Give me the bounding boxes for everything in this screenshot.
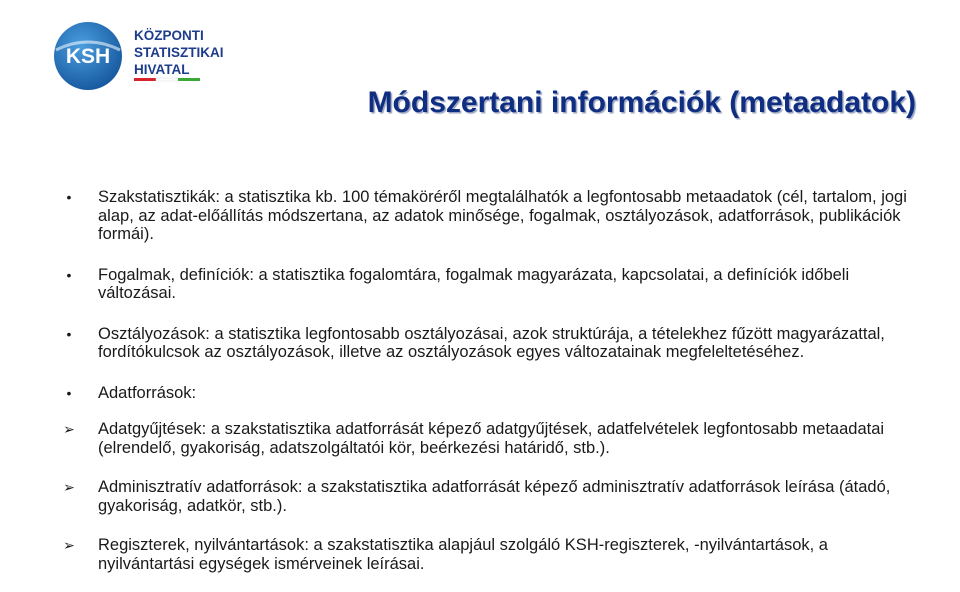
logo-flag-green-icon [178,78,200,81]
arrow-bullet-icon: ➢ [63,537,75,553]
list-item [58,266,918,303]
arrow-bullet-icon: ➢ [63,479,75,495]
ksh-logo-graphic [50,20,240,92]
logo-line-1: KÖZPONTI [134,28,204,43]
list-item [58,188,918,244]
list-item [58,536,918,573]
logo-flag-white-icon [156,78,178,81]
ksh-logo [50,20,240,92]
page-title: Módszertani információk (metaadatok) [367,86,916,119]
list-item-text: Adminisztratív adatforrások: a szakstatisztika adatforrását képező adminisztratív adatforrások leírása (átadó, gyakoriság, adatkör, stb.). [98,478,891,515]
list-item-text: Osztályozások: a statisztika legfontosabb osztályozásai, azok struktúrája, a tételekhez fűzött magyarázattal, fordítókulcsok az osztályozások, illetve az osztályozások egyes változatainak megfeleltetéséhez. [98,324,885,361]
bullet-icon: • [66,325,72,342]
list-item-text: Adatforrások: [98,383,197,402]
list-item [58,478,918,515]
list-item [58,325,918,362]
list-item [58,420,918,457]
bullet-icon: • [66,384,72,401]
bullet-icon: • [66,266,72,283]
list-item-text: Adatgyűjtések: a szakstatisztika adatforrását képező adatgyűjtések, adatfelvételek legfontosabb metaadatai (elrendelő, gyakoriság, adatszolgáltatói kör, beérkezési határidő, stb.). [98,420,885,457]
list-item-text: Fogalmak, definíciók: a statisztika fogalomtára, fogalmak magyarázata, kapcsolatai, a definíciók időbeli változásai. [98,265,850,302]
logo-flag-red-icon [134,78,156,81]
bullet-icon: • [66,189,72,205]
content-list [58,188,918,573]
logo-abbr: KSH [65,45,111,68]
list-item-text: Szakstatisztikák: a statisztika kb. 100 témaköréről megtalálhatók a legfontosabb metaadatok (cél, tartalom, jogi alap, az adat-előállítás módszertana, az adatok minősége, fogalmak, osztályozások, adatforrások, publikációk formái). [98,188,907,243]
arrow-bullet-icon: ➢ [63,421,75,437]
logo-line-2: STATISZTIKAI [134,45,224,60]
list-item [58,384,918,403]
logo-line-3: HIVATAL [134,62,190,77]
list-item-text: Regiszterek, nyilvántartások: a szakstatisztika alapjául szolgáló KSH-regiszterek, -nyilvántartások, a nyilvántartási egységek ismérveinek leírásai. [98,536,828,573]
